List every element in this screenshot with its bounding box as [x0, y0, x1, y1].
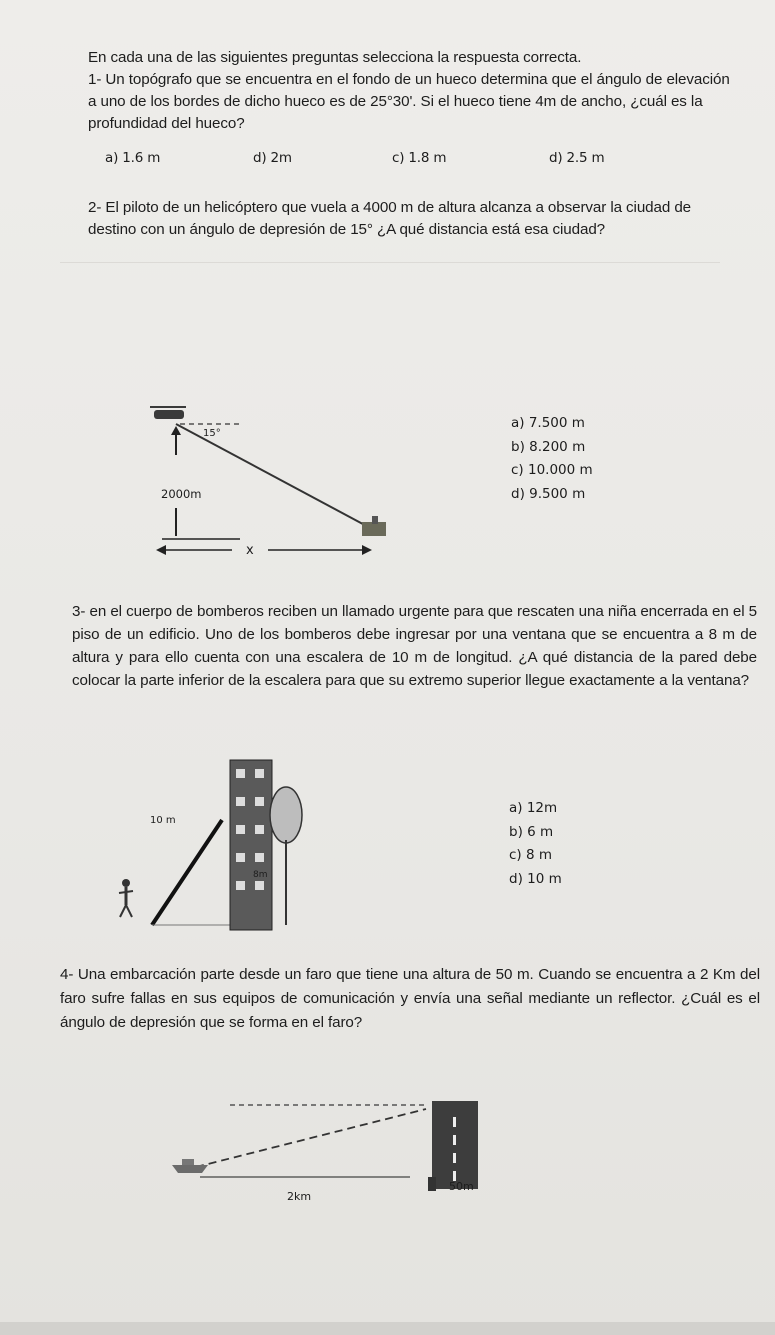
helicopter-icon — [150, 407, 186, 419]
firefighter-icon — [119, 879, 133, 917]
wall-height-label: 8m — [253, 870, 268, 880]
building-icon — [230, 760, 272, 930]
line-of-sight — [176, 424, 374, 530]
angle-label: 15° — [203, 428, 221, 439]
question-1 — [88, 69, 738, 135]
q1-option-b[interactable]: d) 2m — [253, 150, 292, 166]
distance-label: x — [246, 543, 254, 558]
helicopter-figure — [140, 400, 410, 570]
question-4 — [60, 963, 760, 1035]
boat-icon — [172, 1159, 208, 1173]
question-2-text: 2- El piloto de un helicóptero que vuela a 4000 m de altura alcanza a observar la ciudad de destino con un ángulo de depresión de 15° ¿A qué distancia está esa ciudad? — [88, 199, 692, 238]
line-of-sight — [196, 1109, 426, 1167]
question-4-text: 4- Una embarcación parte desde un faro que tiene una altura de 50 m. Cuando se encuentra a 2 Km del faro sufre fallas en sus equipos de comunicación y envía una señal mediante un reflector. ¿Cuál es el ángulo de depresión que se forma en el faro? — [60, 966, 760, 1031]
page-bottom-edge — [0, 1322, 775, 1335]
ladder — [152, 820, 222, 925]
q1-option-c[interactable]: c) 1.8 m — [392, 150, 447, 166]
q1-option-a[interactable]: a) 1.6 m — [105, 150, 161, 166]
q2-option-c[interactable]: c) 10.000 m — [511, 462, 593, 478]
q3-option-a[interactable]: a) 12m — [509, 800, 558, 816]
city-icon — [362, 516, 386, 536]
lighthouse-height-label: 50m — [449, 1180, 474, 1193]
q2-option-d[interactable]: d) 9.500 m — [511, 485, 586, 502]
distance-label: 2km — [287, 1190, 312, 1203]
q2-options — [511, 412, 593, 506]
q3-option-d[interactable]: d) 10 m — [509, 870, 562, 887]
q2-option-b[interactable]: b) 8.200 m — [511, 438, 586, 455]
question-3-text: 3- en el cuerpo de bomberos reciben un llamado urgente para que rescaten una niña encerrada en el 5 piso de un edificio. Uno de los bomberos debe ingresar por una ventana que se encuentra a 8 m de altura y para ello cuenta con una escalera de 10 m de longitud. ¿A qué distancia de la pared debe colocar la parte inferior de la escalera para que su extremo superior llegue exactamente a la ventana? — [72, 603, 757, 689]
instructions-text: En cada una de las siguientes preguntas selecciona la respuesta correcta. — [88, 49, 582, 66]
ladder-figure — [110, 755, 310, 935]
show-through-line — [60, 262, 720, 263]
question-1-text: 1- Un topógrafo que se encuentra en el fondo de un hueco determina que el ángulo de elevación a uno de los bordes de dicho hueco es de 25°30'. Si el hueco tiene 4m de ancho, ¿cuál es la profundidad del hueco? — [88, 71, 730, 132]
lighthouse-icon — [432, 1101, 478, 1189]
q3-options — [509, 797, 562, 891]
q3-option-b[interactable]: b) 6 m — [509, 823, 554, 840]
question-3 — [72, 600, 757, 692]
lighthouse-figure — [160, 1095, 490, 1210]
question-2 — [88, 197, 738, 241]
q2-option-a[interactable]: a) 7.500 m — [511, 415, 585, 431]
ladder-label: 10 m — [150, 815, 176, 826]
q1-option-d[interactable]: d) 2.5 m — [549, 150, 605, 166]
q3-option-c[interactable]: c) 8 m — [509, 847, 553, 863]
height-label: 2000m — [161, 487, 202, 501]
height-marker — [428, 1177, 436, 1191]
tree-icon — [270, 787, 302, 925]
